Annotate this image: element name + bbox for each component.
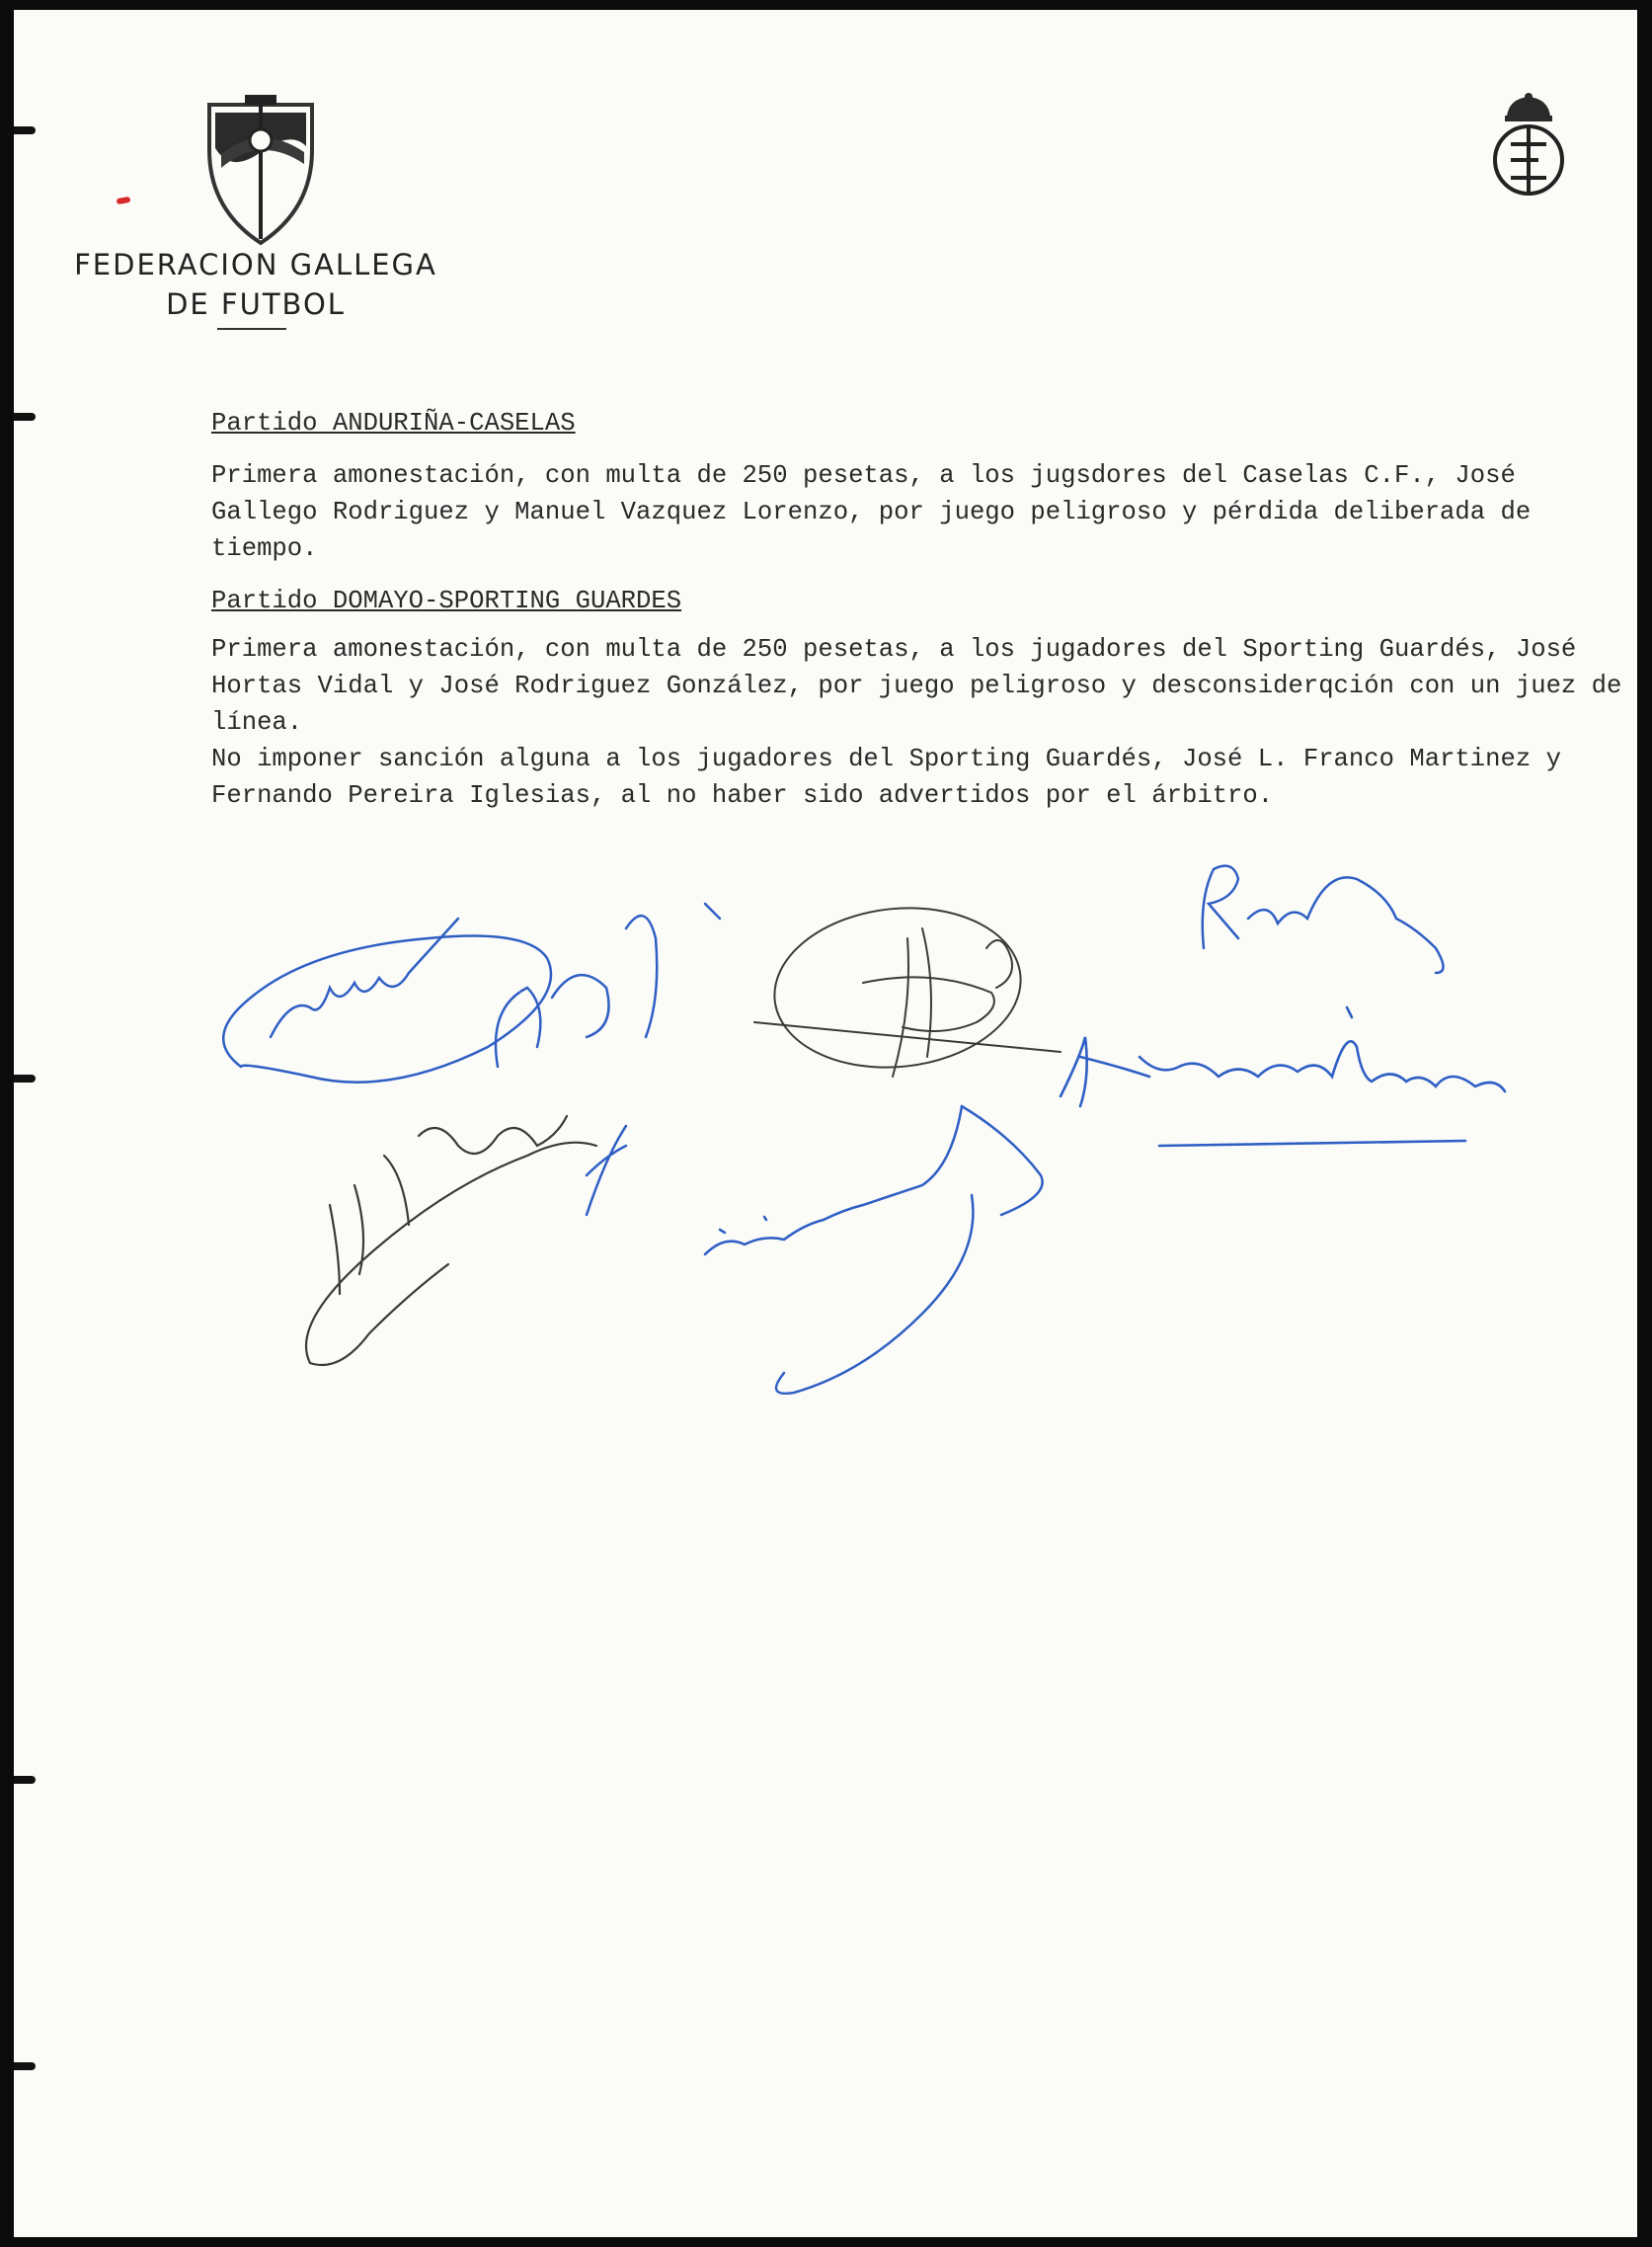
federation-name-line2: DE FUTBOL — [166, 287, 346, 321]
section-heading-andurina-caselas: Partido ANDURIÑA-CASELAS — [211, 409, 576, 438]
signature-1 — [223, 919, 551, 1083]
document-page — [14, 10, 1637, 2237]
binder-hole-mark — [14, 1075, 36, 1083]
paragraph-caselas-sanction: Primera amonestación, con multa de 250 pesetas, a los jugsdores del Caselas C.F., José Gallego Rodriguez y Manuel Vazquez Lorenzo, por juego peligroso y pérdida deliberada de tiempo. — [211, 461, 1532, 563]
header-rule — [217, 328, 286, 330]
signature-3 — [306, 1116, 596, 1365]
royal-spanish-federation-crest-icon — [1489, 89, 1568, 212]
section-heading-domayo-sporting-guardes: Partido DOMAYO-SPORTING GUARDES — [211, 587, 682, 615]
galician-federation-crest-icon — [201, 91, 320, 249]
document-body — [211, 405, 1633, 814]
paragraph-no-sanction: No imponer sanción alguna a los jugadores del Sporting Guardés, José L. Franco Martinez y Fernando Pereira Iglesias, al no haber sido advertidos por el árbitro. — [211, 745, 1561, 810]
binder-hole-mark — [14, 126, 36, 134]
federation-name — [43, 245, 468, 324]
binder-hole-mark — [14, 413, 36, 421]
federation-name-line1: FEDERACION GALLEGA — [74, 248, 437, 281]
signatures-area — [14, 10, 1637, 2237]
signature-6 — [1061, 1007, 1505, 1146]
binder-hole-mark — [14, 1776, 36, 1784]
paragraph-guardes-sanction: Primera amonestación, con multa de 250 pesetas, a los jugadores del Sporting Guardés, José Hortas Vidal y José Rodriguez González, por juego peligroso y desconsiderqción con un juez de línea. — [211, 635, 1622, 737]
red-ink-mark — [117, 197, 131, 204]
signature-2 — [496, 904, 720, 1215]
signature-7 — [705, 1106, 1043, 1394]
binder-hole-mark — [14, 2062, 36, 2070]
signature-5 — [1203, 866, 1444, 973]
signature-4 — [754, 896, 1061, 1079]
